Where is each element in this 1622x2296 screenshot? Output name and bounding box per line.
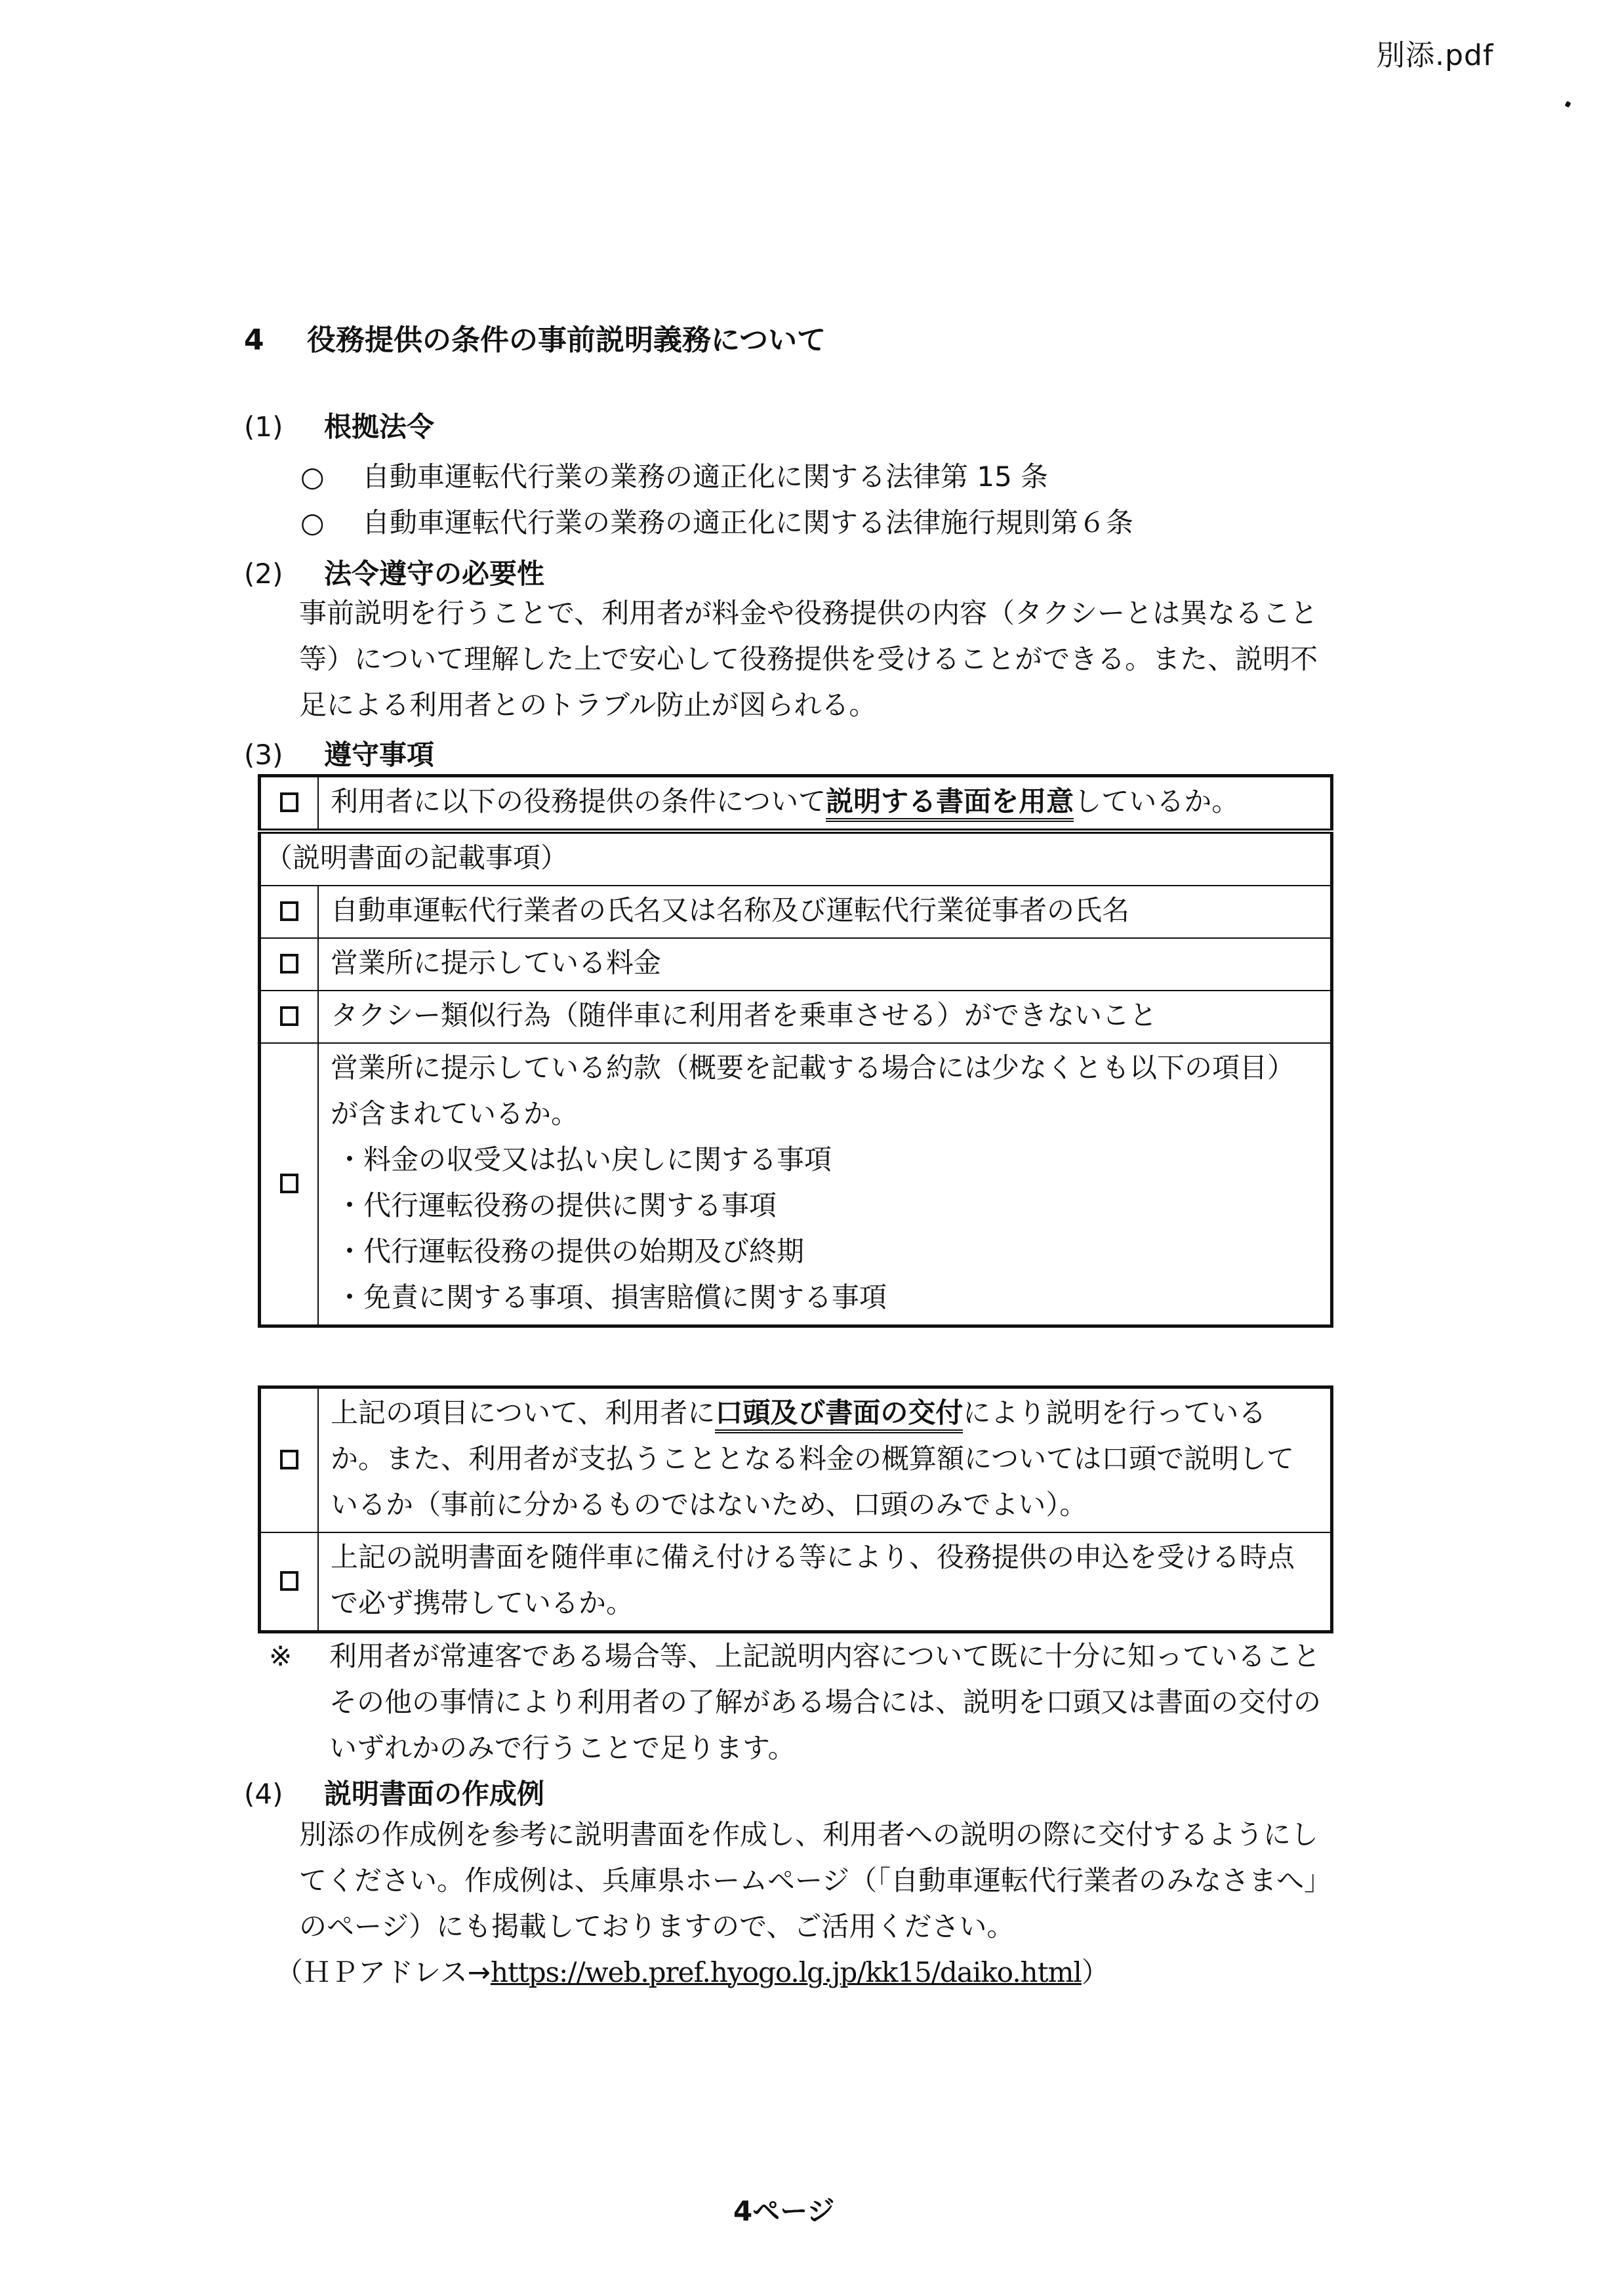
emphasis-text: 口頭及び書面の交付 xyxy=(715,1397,963,1433)
file-name-label: 別添.pdf xyxy=(1376,39,1494,72)
necessity-paragraph xyxy=(268,590,1343,728)
subheading-1-title: 根拠法令 xyxy=(324,411,435,443)
checkbox-icon[interactable] xyxy=(280,1450,298,1469)
subheading-3 xyxy=(244,733,434,773)
checkbox-icon[interactable] xyxy=(280,901,298,921)
subheading-4 xyxy=(244,1773,544,1812)
checklist-row xyxy=(260,1532,1332,1632)
terms-list-item: ・代行運転役務の提供に関する事項 xyxy=(336,1189,777,1221)
checklist-item-text: 利用者に以下の役務提供の条件について説明する書面を用意しているか。 xyxy=(318,776,1332,832)
section-number: 4 xyxy=(244,323,264,357)
checkbox-icon[interactable] xyxy=(280,1006,298,1026)
page-number: 4ページ xyxy=(733,2195,835,2227)
checkbox-icon[interactable] xyxy=(280,954,298,974)
law-item-1 xyxy=(300,454,1048,500)
terms-list-item: ・料金の収受又は払い戻しに関する事項 xyxy=(336,1143,832,1176)
checkbox-icon[interactable] xyxy=(280,792,298,812)
checklist-row xyxy=(260,776,1332,832)
checkbox-icon[interactable] xyxy=(280,1571,298,1591)
reference-mark-icon: ※ xyxy=(269,1640,293,1672)
subheading-4-title: 説明書面の作成例 xyxy=(324,1778,545,1810)
subheading-2 xyxy=(244,552,544,592)
subheading-1-number: (1) xyxy=(244,411,283,443)
emphasis-text: 説明する書面を用意 xyxy=(826,785,1074,822)
checklist-subheader: （説明書面の記載事項） xyxy=(260,831,1332,886)
law-item-1-text: 自動車運転代行業の業務の適正化に関する法律第 15 条 xyxy=(362,461,1049,493)
checklist-row xyxy=(260,1043,1332,1326)
circle-bullet-icon: ○ xyxy=(300,461,325,493)
terms-list-item: ・免責に関する事項、損害賠償に関する事項 xyxy=(336,1281,887,1313)
checklist-table-1 xyxy=(258,774,1333,1328)
checkbox-icon[interactable] xyxy=(280,1174,298,1193)
example-text: 別添の作成例を参考に説明書面を作成し、利用者への説明の際に交付するようにしてください。作成例は、兵庫県ホームページ（「自動車運転代行業者のみなさまへ」のページ）にも掲載しておりますので、ご活用ください。 xyxy=(299,1818,1332,1942)
checklist-subheader-row xyxy=(260,831,1332,886)
checklist-row xyxy=(260,991,1332,1043)
checklist-item-text: 上記の項目について、利用者に口頭及び書面の交付により説明を行っているか。また、利用者が支払うこととなる料金の概算額については口頭で説明しているか（事前に分かるものではないため、口頭のみでよい）。 xyxy=(318,1387,1332,1533)
note-text: 利用者が常連客である場合等、上記説明内容について既に十分に知っていることその他の事情により利用者の了解がある場合には、説明を口頭又は書面の交付のいずれかのみで行うことで足ります。 xyxy=(329,1640,1322,1764)
checklist-row xyxy=(260,886,1332,938)
scan-speck xyxy=(1564,101,1571,108)
subheading-3-number: (3) xyxy=(244,739,283,771)
subheading-1 xyxy=(244,405,434,445)
necessity-text: 事前説明を行うことで、利用者が料金や役務提供の内容（タクシーとは異なること等）について理解した上で安心して役務提供を受けることができる。また、説明不足による利用者とのトラブル防止が図られる。 xyxy=(299,597,1318,721)
section-title xyxy=(244,316,826,358)
subheading-2-title: 法令遵守の必要性 xyxy=(324,558,545,590)
law-item-2-text: 自動車運転代行業の業務の適正化に関する法律施行規則第６条 xyxy=(362,506,1134,539)
checklist-item-text: 上記の説明書面を随伴車に備え付ける等により、役務提供の申込を受ける時点で必ず携帯しているか。 xyxy=(318,1532,1332,1632)
circle-bullet-icon: ○ xyxy=(300,506,325,539)
checklist-table-2 xyxy=(258,1385,1333,1633)
checklist-item-text: 自動車運転代行業者の氏名又は名称及び運転代行業従事者の氏名 xyxy=(318,886,1332,938)
hp-address-line: （ＨＰアドレス→https://web.pref.hyogo.lg.jp/kk15/daiko.html） xyxy=(275,1956,1109,1988)
checklist-row xyxy=(260,938,1332,991)
law-item-2 xyxy=(300,500,1133,546)
example-paragraph xyxy=(268,1812,1343,1950)
hp-address-link[interactable]: https://web.pref.hyogo.lg.jp/kk15/daiko.html xyxy=(490,1956,1082,1988)
hp-address-label: （ＨＰアドレス→ xyxy=(275,1956,491,1988)
subheading-2-number: (2) xyxy=(244,558,283,590)
subheading-3-title: 遵守事項 xyxy=(324,739,435,771)
checklist-item-text xyxy=(318,1043,1332,1326)
terms-list-item: ・代行運転役務の提供の始期及び終期 xyxy=(336,1235,805,1267)
note-paragraph xyxy=(269,1633,1345,1771)
checklist-item-text: 営業所に提示している料金 xyxy=(318,938,1332,991)
terms-intro: 営業所に提示している約款（概要を記載する場合には少なくとも以下の項目）が含まれているか。 xyxy=(331,1052,1295,1130)
subheading-4-number: (4) xyxy=(244,1778,283,1810)
section-title-text: 役務提供の条件の事前説明義務について xyxy=(307,323,826,357)
checklist-item-text: タクシー類似行為（随伴車に利用者を乗車させる）ができないこと xyxy=(318,991,1332,1043)
checklist-row xyxy=(260,1387,1332,1533)
